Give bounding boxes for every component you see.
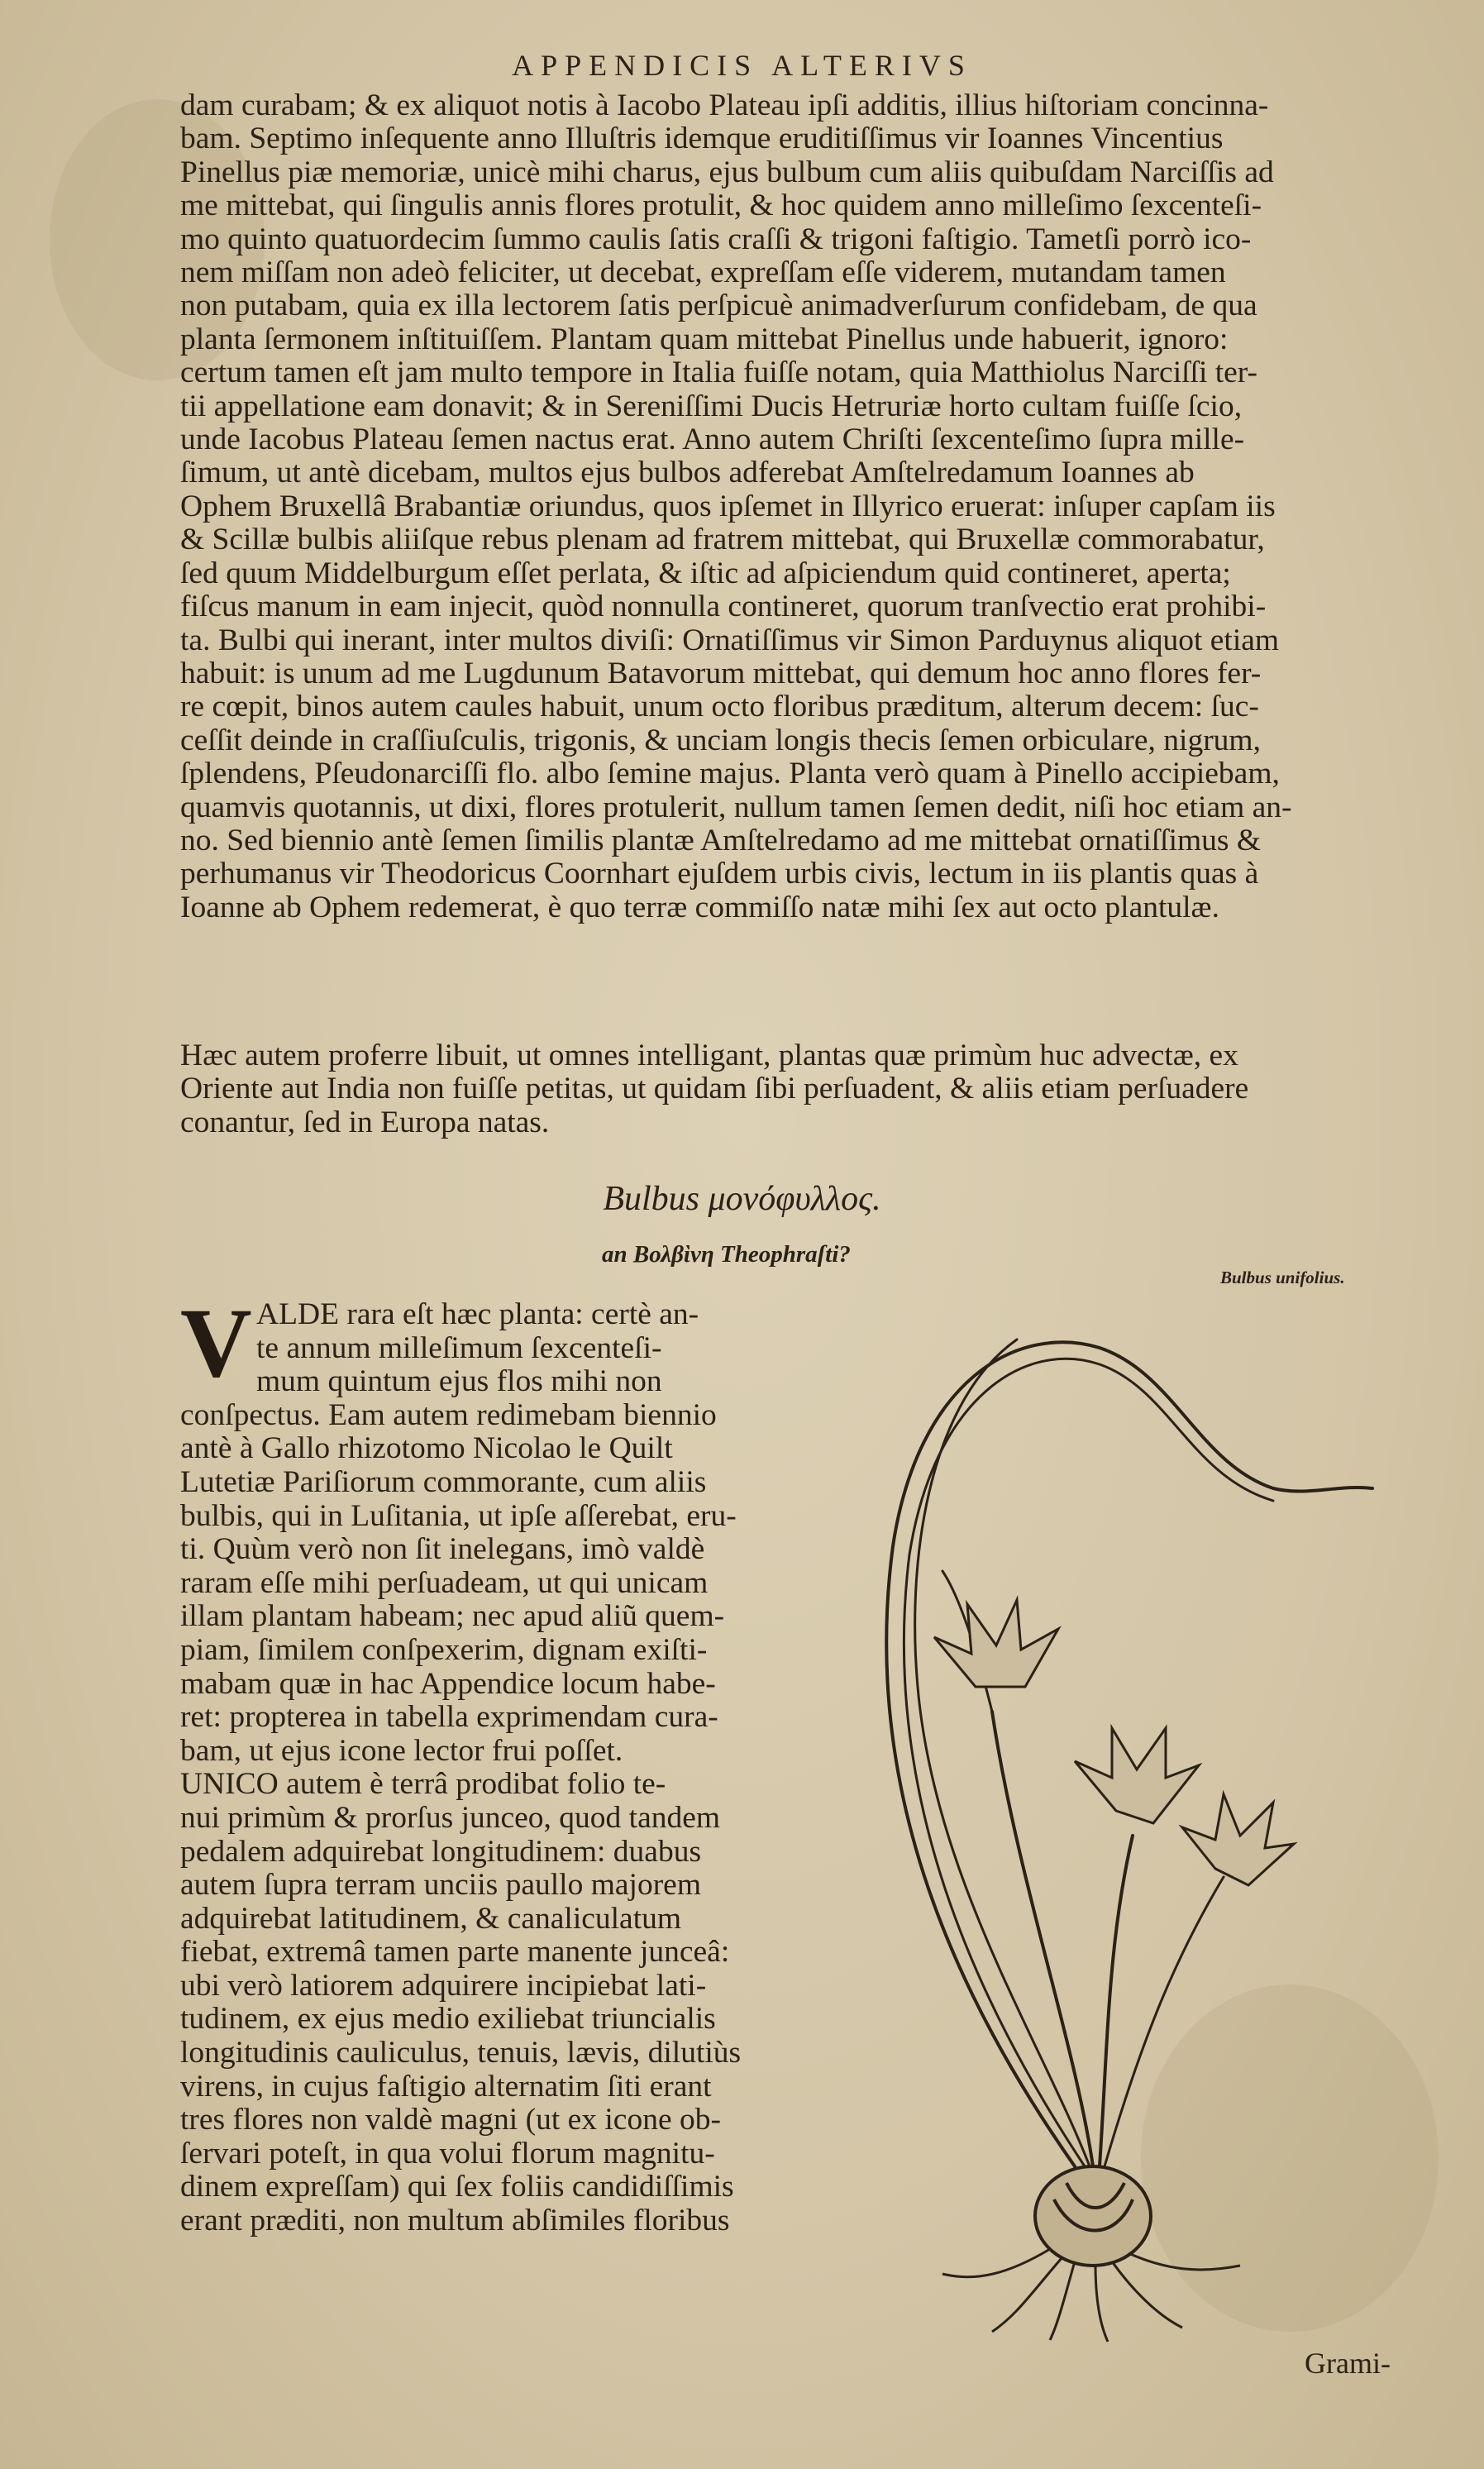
column-text-line: tudinem, ex ejus medio exiliebat triuncialis — [180, 2002, 716, 2037]
text-line: Pinellus piæ memoriæ, unicè mihi charus, ejus bulbum cum aliis quibuſdam Narciſſis ad — [180, 155, 1274, 189]
column-text-line: bam, ut ejus icone lector frui poſſet. — [180, 1733, 623, 1768]
text-line: Hæc autem proferre libuit, ut omnes intelligant, plantas quæ primùm huc advectæ, ex — [180, 1039, 1238, 1072]
column-text-line: mabam quæ in hac Appendice locum habe- — [180, 1666, 716, 1701]
text-line: perhumanus vir Theodoricus Coornhart ejuſdem urbis civis, lectum in iis plantis quas à — [180, 857, 1259, 891]
column-text-line: illam plantam habeam; nec apud aliũ quem- — [180, 1599, 725, 1634]
column-text-line: ALDE rara eſt hæc planta: certè an- — [256, 1297, 699, 1331]
column-text-line: nui primùm & prorſus junceo, quod tandem — [180, 1800, 721, 1835]
section-title: Bulbus μονόφυλλος. — [603, 1180, 881, 1218]
column-text-line: bulbis, qui in Luſitania, ut ipſe aſſerebat, eru- — [180, 1498, 737, 1533]
text-line: bam. Septimo inſequente anno Illuſtris idemque eruditiſſimus vir Ioannes Vincentius — [180, 122, 1224, 156]
column-text-line: conſpectus. Eam autem redimebam biennio — [180, 1397, 717, 1432]
text-line: Ophem Bruxellâ Brabantiæ oriundus, quos ipſemet in Illyrico eruerat: inſuper capſam iis — [180, 489, 1276, 523]
paragraph-conclusion — [180, 1039, 1404, 1139]
text-line: ſplendens, Pſeudonarciſſi flo. albo ſemine majus. Planta verò quam à Pinello accipiebam, — [180, 757, 1280, 791]
column-text-line: te annum milleſimum ſexcenteſi- — [256, 1330, 662, 1365]
column-text-line: antè à Gallo rhizotomo Nicolao le Quilt — [180, 1431, 673, 1466]
text-line: mo quinto quatuordecim ſummo caulis ſatis craſſi & trigoni faſtigio. Tametſi porrò ico- — [180, 222, 1252, 256]
column-text-line: Lutetiæ Pariſiorum commorante, cum aliis — [180, 1464, 707, 1499]
column-text-line: piam, ſimilem conſpexerim, dignam exiſti- — [180, 1632, 708, 1667]
column-text-line: UNICO autem è terrâ prodibat folio te- — [180, 1767, 666, 1802]
column-text-line: raram eſſe mihi perſuadeam, ut qui unicam — [180, 1565, 709, 1600]
text-line: quamvis quotannis, ut dixi, flores protulerit, nullum tamen ſemen dedit, niſi hoc etiam an- — [180, 790, 1292, 824]
column-text-line: autem ſupra terram unciis paullo majorem — [180, 1868, 701, 1903]
column-text-line: fiebat, extremâ tamen parte manente junceâ: — [180, 1935, 730, 1970]
text-line: planta ſermonem inſtituiſſem. Plantam quam mittebat Pinellus unde habuerit, ignoro: — [180, 322, 1229, 356]
text-line: dam curabam; & ex aliquot notis à Iacobo Plateau ipſi additis, illius hiſtoriam concinna- — [180, 88, 1269, 122]
text-line: ſimum, ut antè dicebam, multos ejus bulbos adferebat Amſtelredamum Ioannes ab — [180, 456, 1195, 490]
text-line: ſed quum Middelburgum eſſet perlata, & iſtic ad aſpiciendum quid contineret, aperta; — [180, 556, 1231, 590]
catchword: Grami- — [1305, 2347, 1391, 2380]
text-line: & Scillæ bulbis aliiſque rebus plenam ad fratrem mittebat, qui Bruxellæ commorabatur, — [180, 523, 1265, 557]
figure-caption: Bulbus unifolius. — [1220, 1268, 1345, 1287]
column-text-line: erant præditi, non multum abſimiles floribus — [180, 2204, 730, 2238]
text-line: tii appellatione eam donavit; & in Sereniſſimi Ducis Hetruriæ horto cultam fuiſſe ſcio, — [180, 389, 1243, 423]
text-line: nem miſſam non adeò feliciter, ut decebat, expreſſam eſſe viderem, mutandam tamen — [180, 255, 1226, 290]
column-text-line: virens, in cujus faſtigio alternatim ſiti erant — [180, 2069, 712, 2104]
column-text-line: longitudinis cauliculus, tenuis, lævis, dilutiùs — [180, 2036, 742, 2070]
column-text-line: ſervari poteſt, in qua volui florum magnitu- — [180, 2136, 715, 2171]
bulb-plant-woodcut-illustration — [827, 1298, 1405, 2348]
column-text-line: adquirebat latitudinem, & canaliculatum — [180, 1901, 682, 1936]
text-line: re cœpit, binos autem caules habuit, unum octo floribus præditum, alterum decem: ſuc- — [180, 690, 1259, 724]
text-line: certum tamen eſt jam multo tempore in Italia fuiſſe notam, quia Matthiolus Narciſſi ter- — [180, 356, 1258, 390]
column-text-line: ti. Quùm verò non ſit inelegans, imò valdè — [180, 1532, 705, 1567]
column-text-line: mum quintum ejus flos mihi non — [256, 1364, 662, 1399]
text-line: unde Iacobus Plateau ſemen nactus erat. Anno autem Chriſti ſexcenteſimo ſupra mille- — [180, 423, 1245, 457]
column-text-line: ubi verò latiorem adquirere incipiebat lati- — [180, 1968, 707, 2003]
text-line: Ioanne ab Ophem redemerat, è quo terræ commiſſo natæ mihi ſex aut octo plantulæ. — [180, 890, 1219, 924]
column-text-line: ret: propterea in tabella exprimendam cura- — [180, 1700, 718, 1735]
section-subtitle: an Βολβὶνη Theophraſti? — [602, 1241, 851, 1268]
text-line: habuit: is unum ad me Lugdunum Batavorum mittebat, qui demum hoc anno flores fer- — [180, 656, 1262, 690]
text-line: ceſſit deinde in craſſiuſculis, trigonis, & unciam longis thecis ſemen orbiculare, nigrum, — [180, 723, 1261, 757]
text-line: ta. Bulbi qui inerant, inter multos diviſi: Ornatiſſimus vir Simon Parduynus aliquot etiam — [180, 623, 1280, 657]
column-text-line: pedalem adquirebat longitudinem: duabus — [180, 1834, 702, 1869]
description-column — [180, 1287, 792, 2238]
text-line: me mittebat, qui ſingulis annis flores protulit, & hoc quidem anno milleſimo ſexcenteſi- — [180, 189, 1262, 223]
text-line: fiſcus manum in eam injecit, quòd nonnulla contineret, quorum tranſvectio erat prohibi- — [180, 590, 1267, 624]
text-line: conantur, ſed in Europa natas. — [180, 1105, 550, 1139]
drop-capital: V — [180, 1287, 252, 1397]
running-header: APPENDICIS ALTERIVS — [512, 49, 972, 82]
column-text-line: tres flores non valdè magni (ut ex icone ob- — [180, 2103, 721, 2137]
text-line: Oriente aut India non fuiſſe petitas, ut quidam ſibi perſuadent, & aliis etiam perſuadere — [180, 1072, 1249, 1106]
text-line: no. Sed biennio antè ſemen ſimilis plantæ Amſtelredamo ad me mittebat ornatiſſimus & — [180, 823, 1262, 857]
text-line: non putabam, quia ex illa lectorem ſatis perſpicuè animadverſurum confidebam, de qua — [180, 289, 1257, 323]
column-text-line: dinem expreſſam) qui ſex foliis candidiſſimis — [180, 2170, 734, 2204]
paragraph-history — [180, 89, 1404, 924]
